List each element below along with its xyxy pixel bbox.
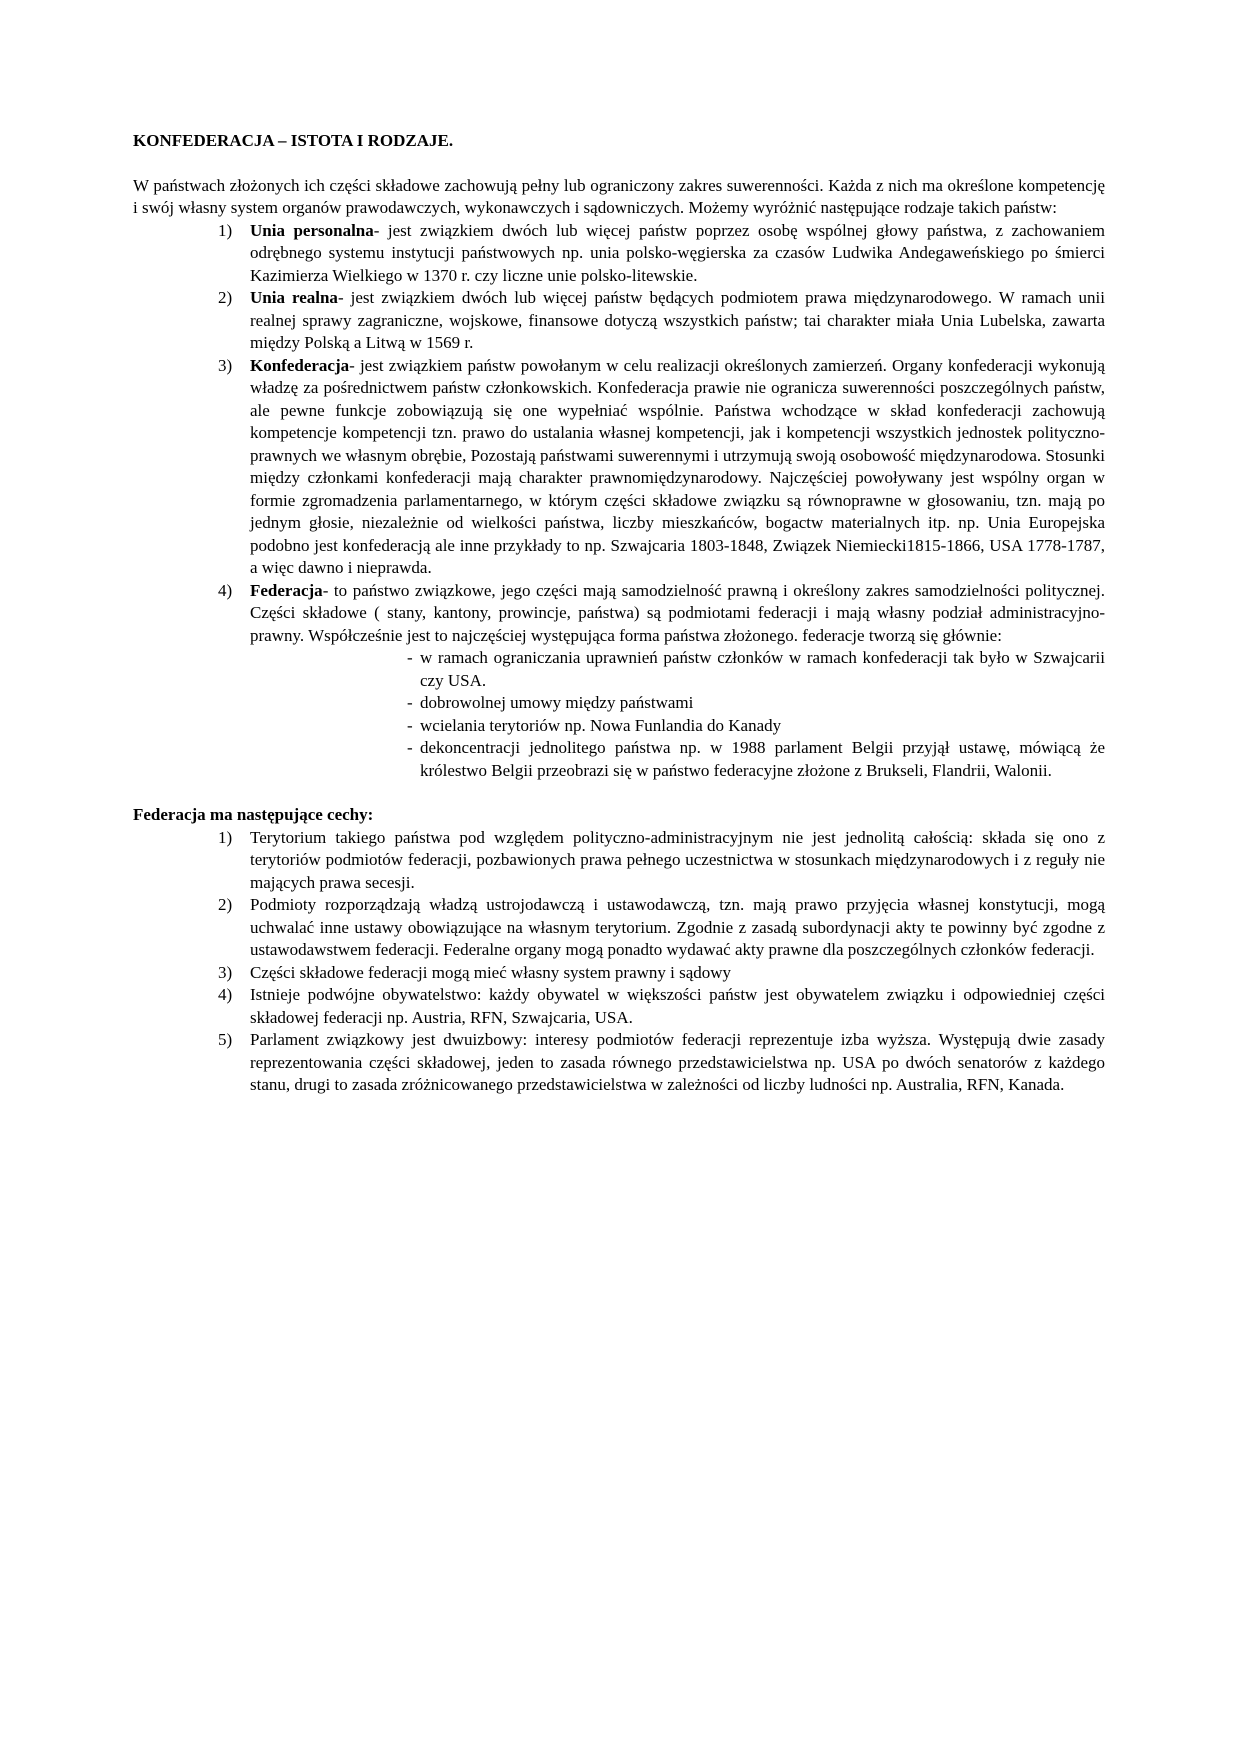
list-item-number: 1) [218,220,233,240]
list-item-term: Konfederacja [250,355,350,375]
dash-bullet: - [407,648,413,667]
sub-list-item-text: dekoncentracji jednolitego państwa np. w 1988 parlament Belgii przyjął ustawę, mówiącą że królestwo Belgii przeobrazi się w państwo federacyjne złożone z Brukseli, Flandrii, Walonii. [420,738,1105,780]
feature-item-text: Terytorium takiego państwa pod względem polityczno-administracyjnym nie jest jednolitą całością: składa się ono z terytoriów podmiotów federacji, pozbawionych prawa pełnego uczestnictwa w stosunkach międzynarodowych i z reguły nie mających prawa secesji. [250,827,1105,892]
list-item-text: - jest związkiem państw powołanym w celu realizacji określonych zamierzeń. Organy konfederacji wykonują władzę za pośrednictwem państw członkowskich. Konfederacja prawie nie ogranicza suwerenności poszczególnych państw, ale pewne funkcje zobowiązują się one wypełniać wspólnie. Państwa wchodzące w skład konfederacji zachowują kompetencje kompetencji tzn. prawo do ustalania własnej kompetencji, jak i kompetencji wszystkich jednostek polityczno-prawnych we własnym obrębie, Pozostają państwami suwerennymi i utrzymują swoją osobowość międzynarodowa. Stosunki między członkami konfederacji mają charakter prawnomiędzynarodowy. Najczęściej powoływany jest wspólny organ w formie zgromadzenia parlamentarnego, w którym części składowe związku są równoprawne w głosowaniu, tzn. mają po jednym głosie, niezależnie od wielkości państwa, liczby mieszkańców, bogactw materialnych itp. np. Unia Europejska podobno jest konfederacją ale inne przykłady to np. Szwajcaria 1803-1848, Związek Niemiecki1815-1866, USA 1778-1787, a więc dawno i nieprawda. [250,355,1105,577]
list-item-text: - jest związkiem dwóch lub więcej państw poprzez osobę wspólnej głowy państwa, z zachowaniem odrębnego systemu instytucji państwowych np. unia polsko-węgierska za czasów Ludwika Andegaweńskiego po śmierci Kazimierza Wielkiego w 1370 r. czy liczne unie polsko-litewskie. [250,220,1105,285]
feature-item [133,1029,1105,1097]
list-item-term: Federacja [250,580,323,600]
sub-list-item-text: w ramach ograniczania uprawnień państw członków w ramach konfederacji tak było w Szwajcarii czy USA. [420,648,1105,690]
list-item-konfederacja [133,355,1105,580]
list-item-term: Unia personalna [250,220,374,240]
feature-item [133,894,1105,962]
list-item-number: 4) [218,985,233,1004]
list-item-number: 3) [218,962,233,982]
sub-list-item-text: wcielania terytoriów np. Nowa Funlandia do Kanady [420,715,782,735]
sub-list-item [250,715,1105,738]
list-item-number: 2) [218,895,233,914]
sub-list-item [250,692,1105,715]
feature-item-text: Parlament związkowy jest dwuizbowy: interesy podmiotów federacji reprezentuje izba wyższa. Występują dwie zasady reprezentowania części składowej, jeden to zasada równego przedstawicielstwa np. USA po dwóch senatorów z każdego stanu, drugi to zasada zróżnicowanego przedstawicielstwa w zależności od liczby ludności np. Australia, RFN, Kanada. [250,1030,1105,1094]
dash-bullet: - [407,715,413,735]
list-item-number: 2) [218,288,233,307]
list-item-number: 5) [218,1030,233,1049]
federation-forms-sublist [250,647,1105,782]
sub-list-item [250,737,1105,782]
list-item-unia-realna [133,287,1105,355]
dash-bullet: - [407,738,413,757]
list-item-number: 4) [218,580,233,600]
feature-item [133,827,1105,895]
feature-item [133,984,1105,1029]
state-types-list [133,220,1105,783]
dash-bullet: - [407,693,413,712]
list-item-unia-personalna [133,220,1105,288]
list-item-term: Unia realna [250,288,338,307]
feature-item-text: Części składowe federacji mogą mieć własny system prawny i sądowy [250,962,732,982]
feature-item [133,962,1105,985]
feature-item-text: Istnieje podwójne obywatelstwo: każdy obywatel w większości państw jest obywatelem związku i odpowiedniej części składowej federacji np. Austria, RFN, Szwajcaria, USA. [250,985,1105,1027]
features-heading: Federacja ma następujące cechy: [133,805,374,824]
list-item-federacja [133,580,1105,783]
list-item-text: - jest związkiem dwóch lub więcej państw będących podmiotem prawa międzynarodowego. W ramach unii realnej sprawy zagraniczne, wojskowe, finansowe dotyczą wszystkich państw; tai charakter miała Unia Lubelska, zawarta między Polską a Litwą w 1569 r. [250,288,1105,352]
feature-item-text: Podmioty rozporządzają władzą ustrojodawczą i ustawodawczą, tzn. mają prawo przyjęcia własnej konstytucji, mogą uchwalać inne ustawy obowiązujące na własnym terytorium. Zgodnie z zasadą subordynacji akty te powinny być zgodne z ustawodawstwem federacji. Federalne organy mogą ponadto wydawać akty prawne dla poszczególnych członków federacji. [250,895,1105,959]
document-title: KONFEDERACJA – ISTOTA I RODZAJE. [133,131,454,150]
intro-paragraph: W państwach złożonych ich części składowe zachowują pełny lub ograniczony zakres suwerenności. Każda z nich ma określone kompetencję i swój własny system organów prawodawczych, wykonawczych i sądowniczych. Możemy wyróżnić następujące rodzaje takich państw: [133,175,1105,217]
sub-list-item-text: dobrowolnej umowy między państwami [420,693,694,712]
list-item-number: 3) [218,355,233,375]
federation-features-list [133,827,1105,1097]
sub-list-item [250,647,1105,692]
list-item-text: - to państwo związkowe, jego części mają samodzielność prawną i określony zakres samodzielności politycznej. Części składowe ( stany, kantony, prowincje, państwa) są podmiotami federacji i mają własny podział administracyjno-prawny. Współcześnie jest to najczęściej występująca forma państwa złożonego. federacje tworzą się głównie: [250,580,1105,645]
list-item-number: 1) [218,827,233,847]
